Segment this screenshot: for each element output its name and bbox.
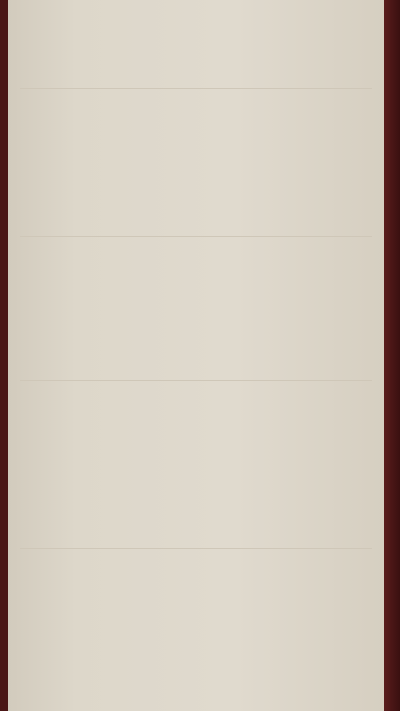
book-page bbox=[8, 0, 384, 711]
book-cover-edge bbox=[384, 0, 400, 711]
divider bbox=[20, 88, 372, 89]
divider bbox=[20, 236, 372, 237]
divider bbox=[20, 548, 372, 549]
divider bbox=[20, 380, 372, 381]
